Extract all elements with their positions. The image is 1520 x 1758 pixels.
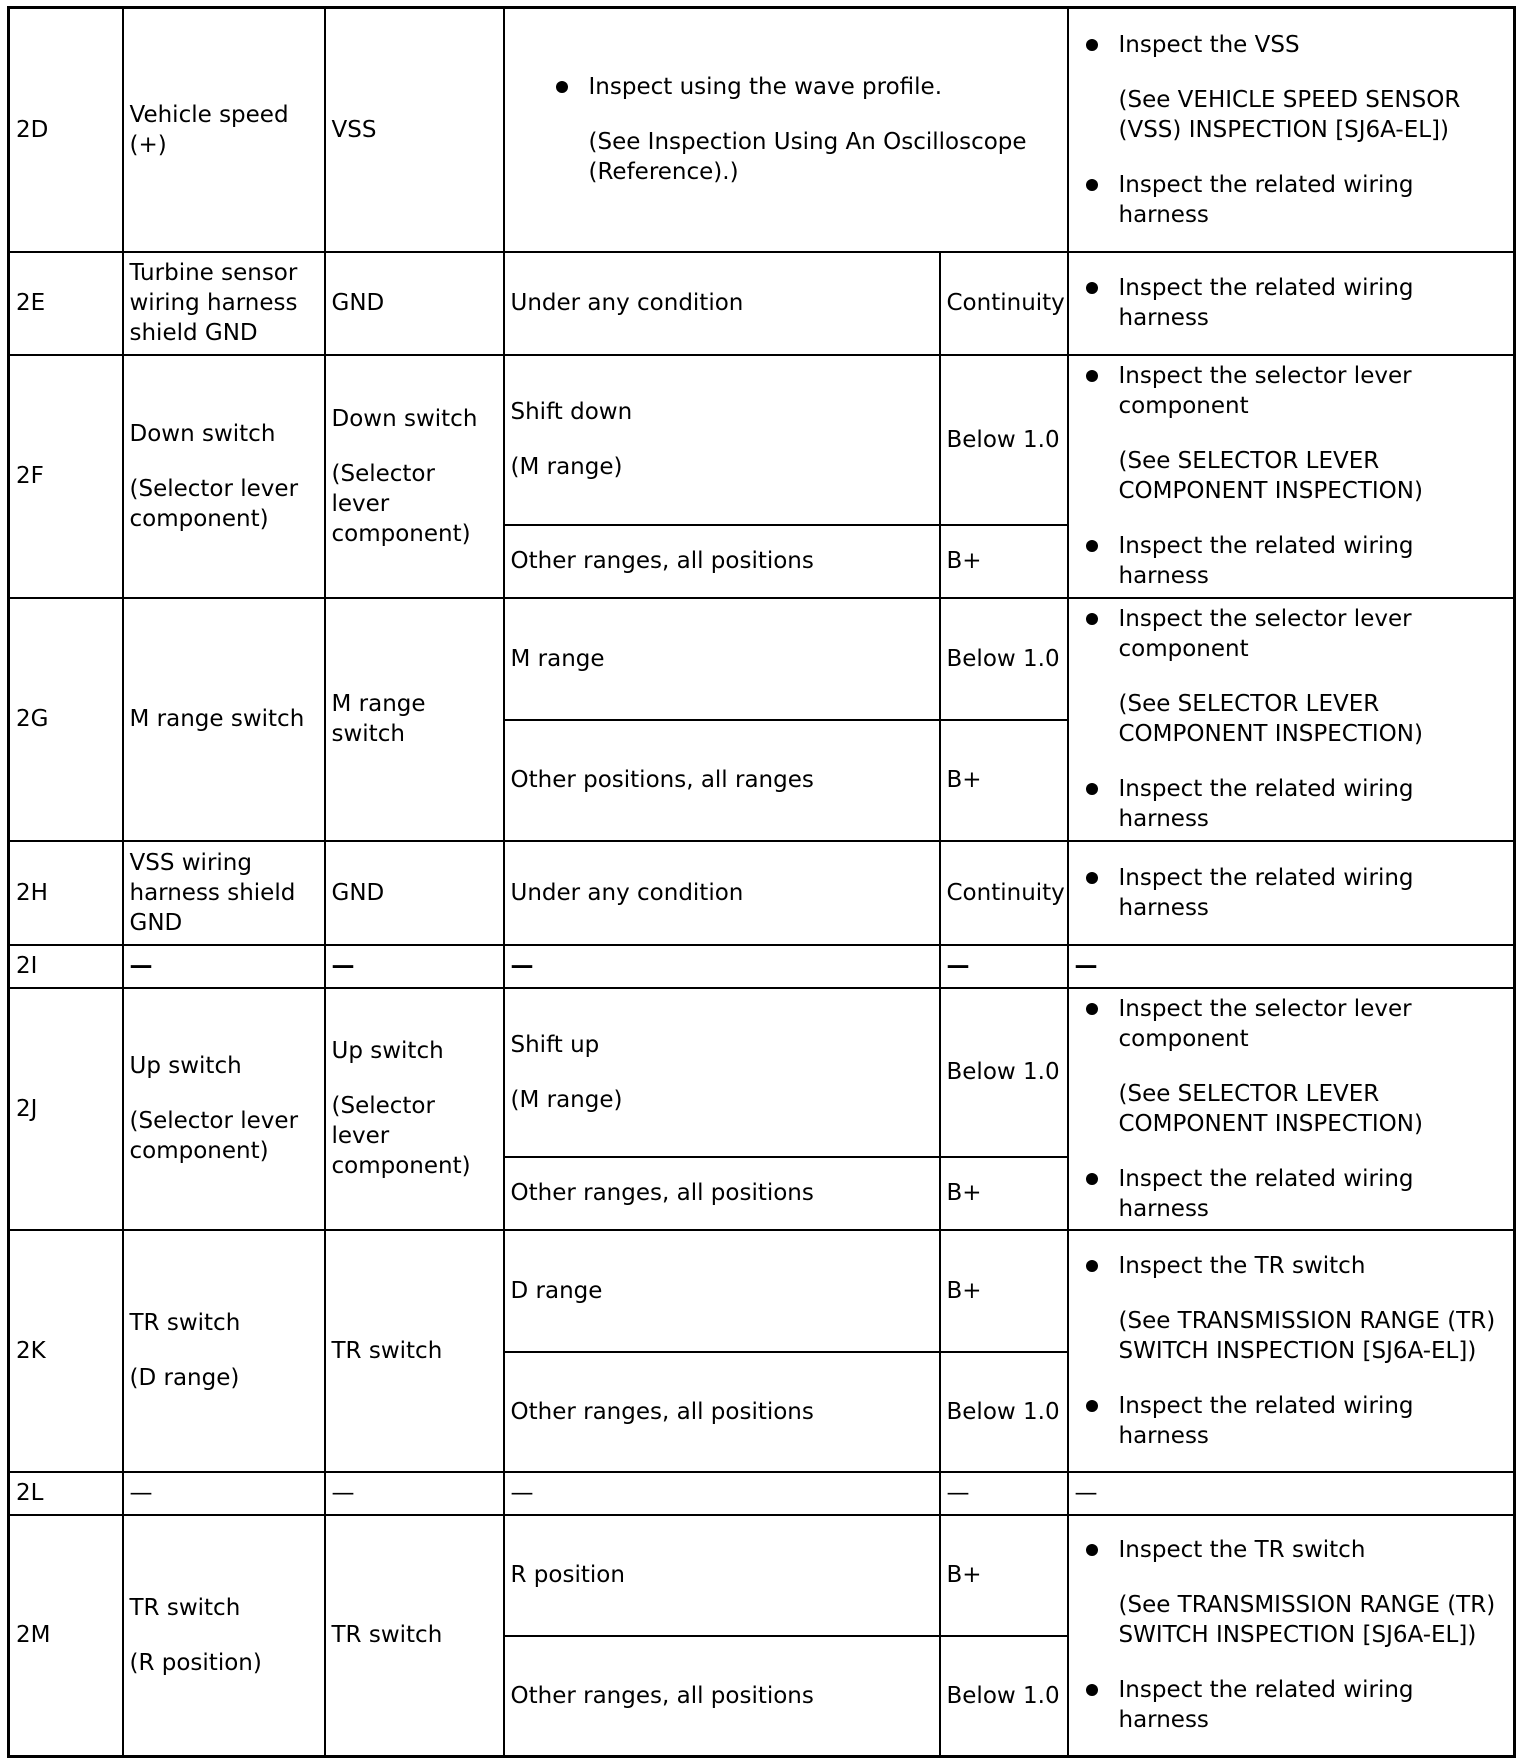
terminal-cell: 2E [9,252,123,355]
voltage-cell: Continuity [940,841,1068,945]
inspection-item-cell: GND [325,841,504,945]
connected-to-cell: TR switch (D range) [123,1230,325,1472]
condition-cell: Other positions, all ranges [504,720,940,841]
voltage-cell: Below 1.0 [940,1352,1068,1472]
voltage-cell: Below 1.0 [940,355,1068,525]
voltage-cell: B+ [940,1230,1068,1352]
inspection-item-cell: Down switch (Selector lever component) [325,355,504,598]
check-bullet: Inspect the related wiring harness [1119,1675,1508,1735]
condition-cell: Under any condition [504,841,940,945]
check-bullet: Inspect the related wiring harness [1119,531,1508,591]
connected-to-cell: Vehicle speed (+) [123,8,325,252]
check-bullet: Inspect the VSS (See VEHICLE SPEED SENSOR (VSS) INSPECTION [SJ6A-EL]) [1119,30,1508,145]
dash-cell: — [504,945,940,988]
voltage-cell: B+ [940,525,1068,598]
dash-cell: — [1068,945,1515,988]
condition-cell: Other ranges, all positions [504,1352,940,1472]
check-bullet: Inspect using the wave profile. (See Inspection Using An Oscilloscope (Reference).) [589,72,1061,187]
inspection-item-cell: TR switch [325,1230,504,1472]
terminal-cell: 2K [9,1230,123,1472]
voltage-cell: B+ [940,1157,1068,1230]
terminal-inspection-table [7,6,1516,1758]
voltage-cell: Below 1.0 [940,1636,1068,1757]
table-row [9,598,1515,720]
condition-cell: Other ranges, all positions [504,525,940,598]
connected-to-cell: Up switch (Selector lever component) [123,988,325,1230]
connected-to-cell: VSS wiring harness shield GND [123,841,325,945]
terminal-cell: 2G [9,598,123,841]
dash-cell: — [123,945,325,988]
condition-cell: Shift up (M range) [504,988,940,1157]
check-bullet: Inspect the TR switch (See TRANSMISSION RANGE (TR) SWITCH INSPECTION [SJ6A-EL]) [1119,1535,1508,1650]
terminal-cell: 2L [9,1472,123,1515]
table-row [9,1515,1515,1636]
inspection-item-cell: GND [325,252,504,355]
table-row [9,945,1515,988]
check-bullet: Inspect the selector lever component (See SELECTOR LEVER COMPONENT INSPECTION) [1119,361,1508,506]
table-row [9,841,1515,945]
check-bullet: Inspect the related wiring harness [1119,1164,1508,1224]
condition-cell: Shift down (M range) [504,355,940,525]
inspection-item-cell: Up switch (Selector lever component) [325,988,504,1230]
check-bullet: Inspect the selector lever component (See SELECTOR LEVER COMPONENT INSPECTION) [1119,994,1508,1139]
condition-cell: Other ranges, all positions [504,1636,940,1757]
table-row [9,988,1515,1157]
action-cell [1068,841,1515,945]
action-cell [1068,988,1515,1230]
condition-cell [504,8,1068,252]
condition-cell: D range [504,1230,940,1352]
voltage-cell: B+ [940,720,1068,841]
terminal-cell: 2H [9,841,123,945]
condition-cell: M range [504,598,940,720]
action-cell [1068,355,1515,598]
dash-cell: — [325,945,504,988]
check-bullet: Inspect the TR switch (See TRANSMISSION RANGE (TR) SWITCH INSPECTION [SJ6A-EL]) [1119,1251,1508,1366]
dash-cell: — [940,1472,1068,1515]
dash-cell: — [123,1472,325,1515]
check-bullet: Inspect the related wiring harness [1119,863,1508,923]
inspection-item-cell: VSS [325,8,504,252]
dash-cell: — [504,1472,940,1515]
table-row [9,1472,1515,1515]
dash-cell: — [940,945,1068,988]
terminal-cell: 2I [9,945,123,988]
check-bullet: Inspect the related wiring harness [1119,273,1508,333]
terminal-cell: 2M [9,1515,123,1757]
action-cell [1068,8,1515,252]
dash-cell: — [1068,1472,1515,1515]
action-cell [1068,252,1515,355]
connected-to-cell: Down switch (Selector lever component) [123,355,325,598]
terminal-cell: 2F [9,355,123,598]
action-cell [1068,1515,1515,1757]
inspection-item-cell: TR switch [325,1515,504,1757]
table-row [9,1230,1515,1352]
action-cell [1068,598,1515,841]
table-row [9,8,1515,252]
action-cell [1068,1230,1515,1472]
connected-to-cell: Turbine sensor wiring harness shield GND [123,252,325,355]
voltage-cell: Below 1.0 [940,598,1068,720]
terminal-cell: 2J [9,988,123,1230]
voltage-cell: Below 1.0 [940,988,1068,1157]
connected-to-cell: TR switch (R position) [123,1515,325,1757]
connected-to-cell: M range switch [123,598,325,841]
check-bullet: Inspect the related wiring harness [1119,170,1508,230]
check-bullet: Inspect the related wiring harness [1119,1391,1508,1451]
inspection-item-cell: M range switch [325,598,504,841]
terminal-cell: 2D [9,8,123,252]
condition-cell: Other ranges, all positions [504,1157,940,1230]
table-row [9,355,1515,525]
voltage-cell: B+ [940,1515,1068,1636]
table-row [9,252,1515,355]
voltage-cell: Continuity [940,252,1068,355]
condition-cell: R position [504,1515,940,1636]
dash-cell: — [325,1472,504,1515]
check-bullet: Inspect the selector lever component (See SELECTOR LEVER COMPONENT INSPECTION) [1119,604,1508,749]
check-bullet: Inspect the related wiring harness [1119,774,1508,834]
condition-cell: Under any condition [504,252,940,355]
